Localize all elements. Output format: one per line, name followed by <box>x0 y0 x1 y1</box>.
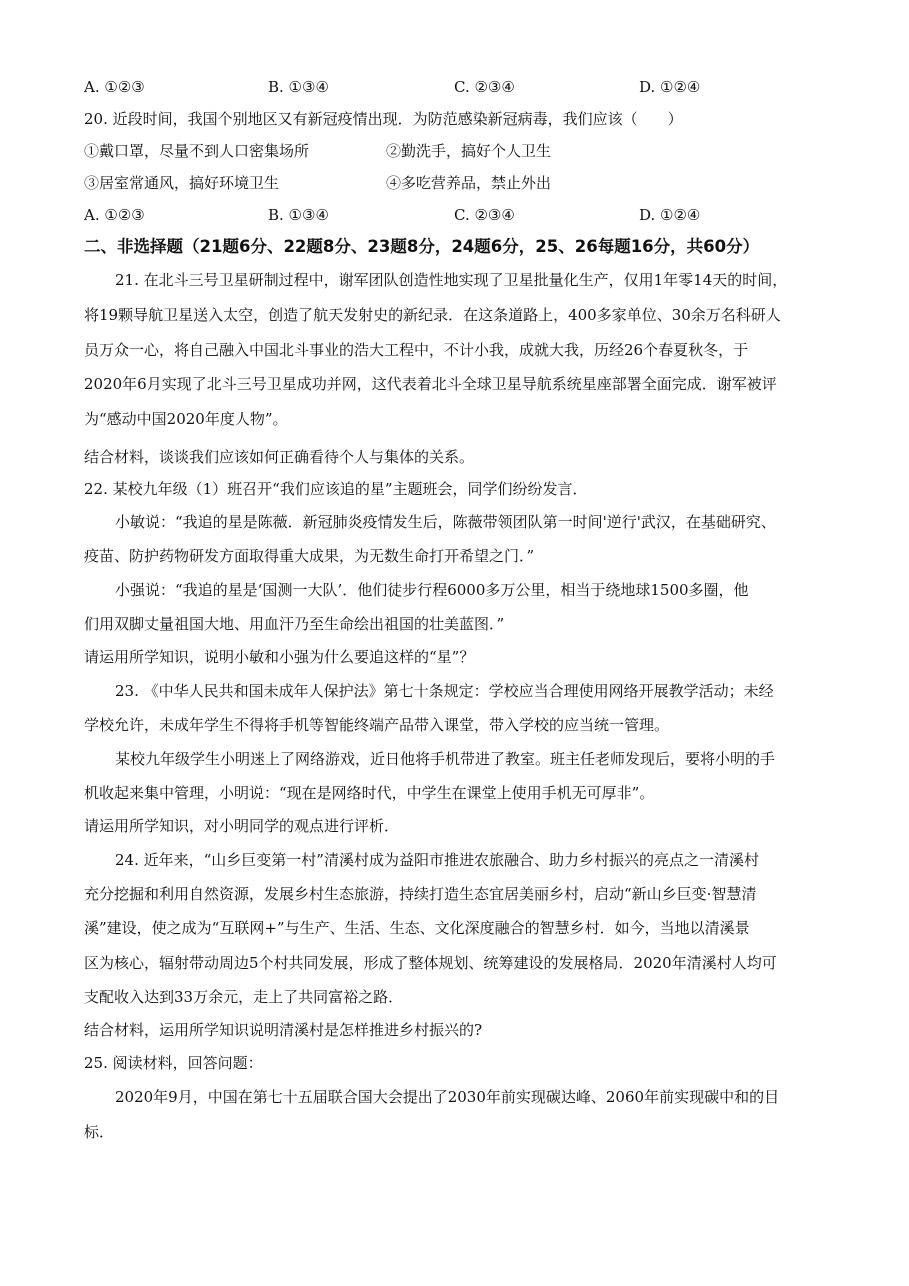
q25-line-1: 2020年9月，中国在第七十五届联合国大会提出了2030年前实现碳达峰、2060年前实现碳中和的目 <box>115 1088 780 1106</box>
q20-option-d: D. ①②④ <box>639 206 701 224</box>
q20-item-4: ④多吃营养品，禁止外出 <box>386 174 552 192</box>
q22-stem: 22. 某校九年级（1）班召开“我们应该追的星”主题班会，同学们纷纷发言． <box>84 480 588 498</box>
q21-line-1: 21. 在北斗三号卫星研制过程中，谢军团队创造性地实现了卫星批量化生产，仅用1年零14天的时间， <box>115 271 788 289</box>
q23-line-3: 某校九年级学生小明迷上了网络游戏，近日他将手机带进了教室。班主任老师发现后，要将小明的手 <box>115 750 776 768</box>
q23-question: 请运用所学知识，对小明同学的观点进行评析． <box>84 817 400 835</box>
q21-line-3: 员万众一心，将自己融入中国北斗事业的浩大工程中，不计小我，成就大我，历经26个春夏秋冬，于 <box>84 341 749 359</box>
q24-line-2: 充分挖掘和利用自然资源，发展乡村生态旅游，持续打造生态宜居美丽乡村，启动“新山乡巨变·智慧清 <box>84 885 757 903</box>
q23-line-1: 23. 《中华人民共和国未成年人保护法》第七十条规定：学校应当合理使用网络开展教学活动；未经 <box>115 682 774 700</box>
q22-line-4: 们用双脚丈量祖国大地、用血汗乃至生命绘出祖国的壮美蓝图．” <box>84 615 505 633</box>
q20-option-a: A. ①②③ <box>84 206 145 224</box>
q22-line-2: 疫苗、防护药物研发方面取得重大成果，为无数生命打开希望之门．” <box>84 547 535 565</box>
q19-option-c: C. ②③④ <box>454 78 515 96</box>
q21-line-4: 2020年6月实现了北斗三号卫星成功并网，这代表着北斗全球卫星导航系统星座部署全面完成．谢军被评 <box>84 375 777 393</box>
q21-line-5: 为“感动中国2020年度人物”。 <box>84 410 288 428</box>
q22-line-3: 小强说：“我追的星是‘国测一大队’．他们徒步行程6000多万公里，相当于绕地球1500多圈，他 <box>115 581 749 599</box>
q20-stem: 20. 近段时间，我国个别地区又有新冠疫情出现．为防范感染新冠病毒，我们应该（ ） <box>84 110 683 128</box>
q19-option-d: D. ①②④ <box>639 78 701 96</box>
q20-item-1: ①戴口罩，尽量不到人口密集场所 <box>84 142 310 160</box>
q20-option-c: C. ②③④ <box>454 206 515 224</box>
q24-line-3: 溪”建设，使之成为“互联网+”与生产、生活、生态、文化深度融合的智慧乡村．如今，当地以清溪景 <box>84 919 750 937</box>
q20-item-2: ②勤洗手，搞好个人卫生 <box>386 142 552 160</box>
q24-line-4: 区为核心，辐射带动周边5个村共同发展，形成了整体规划、统筹建设的发展格局．2020年清溪村人均可 <box>84 954 777 972</box>
q20-item-3: ③居室常通风，搞好环境卫生 <box>84 174 280 192</box>
q21-question: 结合材料，谈谈我们应该如何正确看待个人与集体的关系。 <box>84 448 475 466</box>
q23-line-4: 机收起来集中管理，小明说：“现在是网络时代，中学生在课堂上使用手机无可厚非”。 <box>84 784 655 802</box>
q19-option-b: B. ①③④ <box>268 78 329 96</box>
section-heading: 二、非选择题（21题6分、22题8分、23题8分，24题6分，25、26每题16分，共60分） <box>84 237 760 256</box>
q23-line-2: 学校允许，未成年学生不得将手机等智能终端产品带入课堂，带入学校的应当统一管理。 <box>84 716 670 734</box>
q22-question: 请运用所学知识，说明小敏和小强为什么要追这样的“星”？ <box>84 648 475 666</box>
q24-line-1: 24. 近年来，“山乡巨变第一村”清溪村成为益阳市推进农旅融合、助力乡村振兴的亮点之一清溪村 <box>115 851 759 869</box>
q19-option-a: A. ①②③ <box>84 78 145 96</box>
q21-line-2: 将19颗导航卫星送入太空，创造了航天发射史的新纪录．在这条道路上，400多家单位、30余万名科研人 <box>84 306 781 324</box>
q20-option-b: B. ①③④ <box>268 206 329 224</box>
q25-stem: 25. 阅读材料，回答问题： <box>84 1054 263 1072</box>
q25-line-2: 标． <box>84 1123 115 1141</box>
q22-line-1: 小敏说：“我追的星是陈薇．新冠肺炎疫情发生后，陈薇带领团队第一时间'逆行'武汉，在基础研究、 <box>115 513 776 531</box>
q24-question: 结合材料，运用所学知识说明清溪村是怎样推进乡村振兴的? <box>84 1021 483 1039</box>
q24-line-5: 支配收入达到33万余元，走上了共同富裕之路． <box>84 988 404 1006</box>
